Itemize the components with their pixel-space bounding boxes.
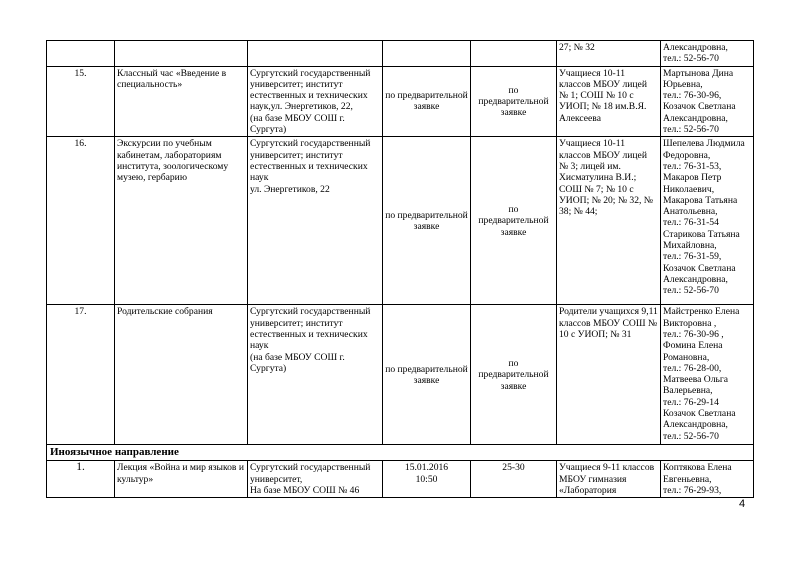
count-cell: по предварительной заявке <box>471 305 557 445</box>
count-cell: по предварительной заявке <box>471 66 557 137</box>
activity-cell: Экскурсии по учебным кабинетам, лабораториям института, зоологическому музею, гербарию <box>115 137 248 305</box>
participants-cell: Учащиеся 10-11 классов МБОУ лицей № 1; СОШ № 10 с УИОП; № 18 им.В.Я. Алексеева <box>557 66 661 137</box>
row-number: 15. <box>47 66 115 137</box>
activity-cell <box>115 41 248 67</box>
count-cell <box>471 41 557 67</box>
activity-cell: Лекция «Война и мир языков и культур» <box>115 461 248 498</box>
venue-cell <box>248 41 383 67</box>
venue-cell: Сургутский государственный университет; институт естественных и технических наук,ул. Энергетиков, 22, (на базе МБОУ СОШ г. Сургута) <box>248 66 383 137</box>
section-title: Иноязычное направление <box>47 445 754 461</box>
contacts-cell: Александровна, тел.: 52-56-70 <box>661 41 754 67</box>
date-cell: по предварительной заявке <box>383 137 471 305</box>
count-cell: по предварительной заявке <box>471 137 557 305</box>
participants-cell: 27; № 32 <box>557 41 661 67</box>
table-row <box>47 305 754 445</box>
table-row <box>47 461 754 498</box>
table-row <box>47 41 754 67</box>
row-number: 16. <box>47 137 115 305</box>
date-cell <box>383 41 471 67</box>
date-cell: по предварительной заявке <box>383 305 471 445</box>
page-number: 4 <box>739 498 746 510</box>
venue-cell: Сургутский государственный университет; институт естественных и технических наук ул. Энергетиков, 22 <box>248 137 383 305</box>
section-row <box>47 445 754 461</box>
count-cell: 25-30 <box>471 461 557 498</box>
activity-cell: Классный час «Введение в специальность» <box>115 66 248 137</box>
date-cell: по предварительной заявке <box>383 66 471 137</box>
participants-cell: Учащиеся 10-11 классов МБОУ лицей № 3; лицей им. Хисматулина В.И.; СОШ № 7; № 10 с УИОП; № 20; № 32, № 38; № 44; <box>557 137 661 305</box>
contacts-cell: Коптякова Елена Евгеньевна, тел.: 76-29-93, <box>661 461 754 498</box>
participants-cell: Родители учащихся 9,11 классов МБОУ СОШ № 10 с УИОП; № 31 <box>557 305 661 445</box>
contacts-cell: Майстренко Елена Викторовна , тел.: 76-30-96 , Фомина Елена Романовна, тел.: 76-28-00, Матвеева Ольга Валерьевна, тел.: 76-29-14 Козачок Светлана Александровна, тел.: 52-56-70 <box>661 305 754 445</box>
row-number: 17. <box>47 305 115 445</box>
row-number: 1. <box>47 461 115 498</box>
date-cell: 15.01.2016 10:50 <box>383 461 471 498</box>
table-row <box>47 66 754 137</box>
events-table <box>46 40 754 498</box>
contacts-cell: Мартынова Дина Юрьевна, тел.: 76-30-96, Козачок Светлана Александровна, тел.: 52-56-70 <box>661 66 754 137</box>
activity-cell: Родительские собрания <box>115 305 248 445</box>
venue-cell: Сургутский государственный университет; институт естественных и технических наук (на базе МБОУ СОШ г. Сургута) <box>248 305 383 445</box>
venue-cell: Сургутский государственный университет, На базе МБОУ СОШ № 46 <box>248 461 383 498</box>
row-number <box>47 41 115 67</box>
table-row <box>47 137 754 305</box>
contacts-cell: Шепелева Людмила Федоровна, тел.: 76-31-53, Макаров Петр Николаевич, Макарова Татьяна Анатольевна, тел.: 76-31-54 Старикова Татьяна Михайловна, тел.: 76-31-59, Козачок Светлана Александровна, тел.: 52-56-70 <box>661 137 754 305</box>
participants-cell: Учащиеся 9-11 классов МБОУ гимназия «Лаборатория <box>557 461 661 498</box>
